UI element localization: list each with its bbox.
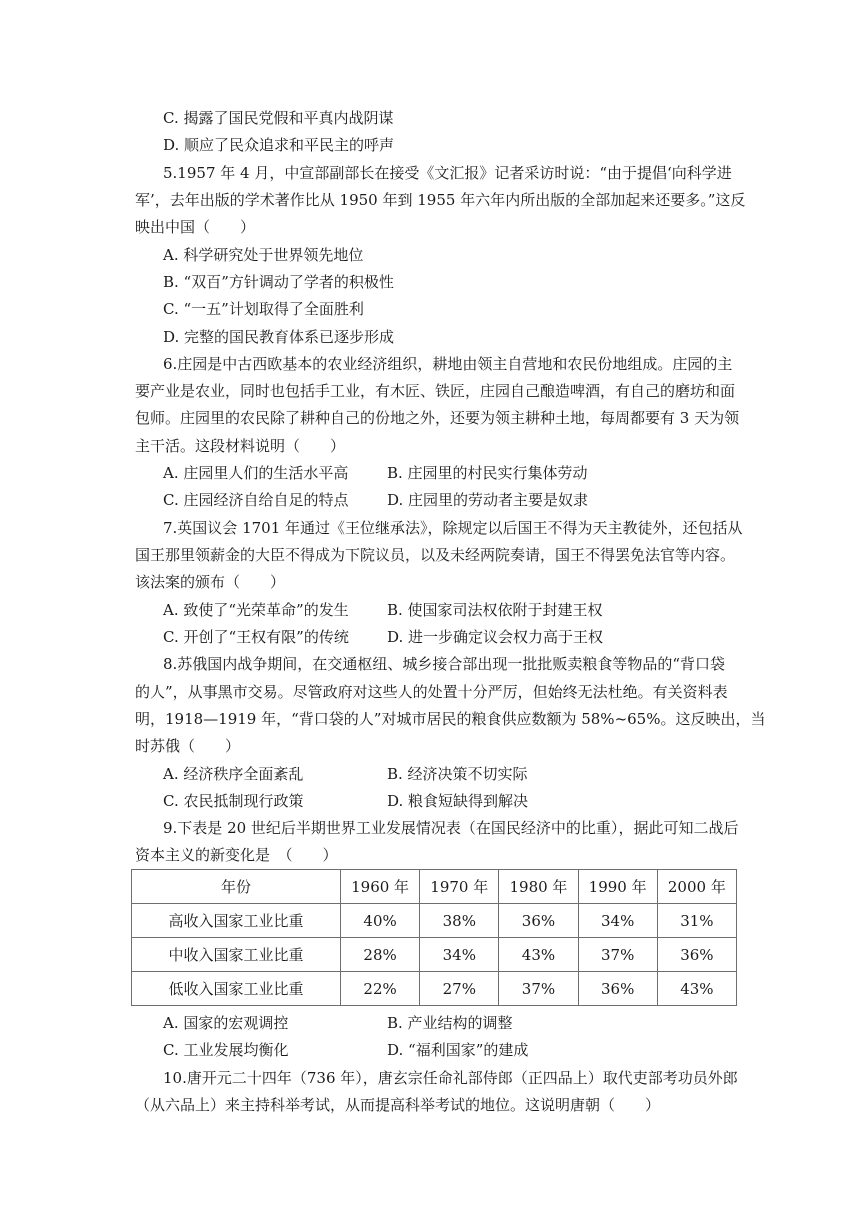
table-cell: 37% [578, 938, 657, 972]
q7-option-d: D. 进一步确定议会权力高于王权 [387, 628, 604, 646]
table-cell: 高收入国家工业比重 [132, 904, 341, 938]
q8-option-a: A. 经济秩序全面紊乱 [163, 765, 304, 783]
table-cell: 36% [578, 972, 657, 1006]
q10-stem-line2: （从六品上）来主持科举考试，从而提高科举考试的地位。这说明唐朝（ ） [135, 1096, 661, 1114]
table-header-cell: 1980 年 [499, 870, 578, 904]
q4-option-d: D. 顺应了民众追求和平民主的呼声 [163, 136, 395, 154]
q8-option-b: B. 经济决策不切实际 [387, 765, 528, 783]
q7-option-a: A. 致使了“光荣革命”的发生 [163, 601, 349, 619]
q8-stem-line1: 8.苏俄国内战争期间，在交通枢纽、城乡接合部出现一批批贩卖粮食等物品的“背口袋 [163, 655, 725, 673]
q5-stem-line3: 映出中国（ ） [135, 218, 256, 236]
table-header-cell: 1960 年 [341, 870, 420, 904]
q6-stem-line1: 6.庄园是中古西欧基本的农业经济组织，耕地由领主自营地和农民份地组成。庄园的主 [163, 355, 733, 373]
table-cell: 36% [657, 938, 736, 972]
table-cell: 27% [420, 972, 499, 1006]
table-row [132, 904, 737, 938]
q6-option-b: B. 庄园里的村民实行集体劳动 [387, 464, 588, 482]
q6-stem-line4: 主干活。这段材料说明（ ） [135, 437, 346, 455]
table-cell: 22% [341, 972, 420, 1006]
table-header-cell: 2000 年 [657, 870, 736, 904]
table-header-cell: 年份 [132, 870, 341, 904]
q8-option-d: D. 粮食短缺得到解决 [387, 792, 529, 810]
q9-option-b: B. 产业结构的调整 [387, 1014, 513, 1032]
table-cell: 43% [499, 938, 578, 972]
q9-option-c: C. 工业发展均衡化 [163, 1041, 289, 1059]
q6-stem-line2: 要产业是农业，同时也包括手工业，有木匠、铁匠，庄园自己酿造啤酒，有自己的磨坊和面 [135, 382, 736, 400]
q9-option-a: A. 国家的宏观调控 [163, 1014, 289, 1032]
q9-stem-line1: 9.下表是 20 世纪后半期世界工业发展情况表（在国民经济中的比重），据此可知二战后 [163, 819, 739, 837]
table-header-row [132, 870, 737, 904]
table-row [132, 972, 737, 1006]
table-cell: 36% [499, 904, 578, 938]
q5-stem-line2: 军’，去年出版的学术著作比从 1950 年到 1955 年六年内所出版的全部加起来还要多。”这反 [135, 191, 746, 209]
q5-stem-line1: 5.1957 年 4 月，中宣部副部长在接受《文汇报》记者采访时说：“由于提倡‘向科学进 [163, 164, 732, 182]
q7-option-c: C. 开创了“王权有限”的传统 [163, 628, 349, 646]
table-cell: 31% [657, 904, 736, 938]
q7-stem-line1: 7.英国议会 1701 年通过《王位继承法》，除规定以后国王不得为天主教徒外，还包括从 [163, 519, 743, 537]
q7-stem-line3: 该法案的颁布（ ） [135, 573, 286, 591]
table-cell: 37% [499, 972, 578, 1006]
table-cell: 28% [341, 938, 420, 972]
q7-stem-line2: 国王那里领薪金的大臣不得成为下院议员，以及未经两院奏请，国王不得罢免法官等内容。 [135, 546, 736, 564]
q6-option-d: D. 庄园里的劳动者主要是奴隶 [387, 491, 589, 509]
q5-option-b: B. “双百”方针调动了学者的积极性 [163, 273, 394, 291]
table-cell: 43% [657, 972, 736, 1006]
table-cell: 34% [578, 904, 657, 938]
table-cell: 40% [341, 904, 420, 938]
table-row [132, 938, 737, 972]
table-cell: 中收入国家工业比重 [132, 938, 341, 972]
q6-stem-line3: 包师。庄园里的农民除了耕种自己的份地之外，还要为领主耕种土地，每周都要有 3 天为领 [135, 409, 740, 427]
q5-option-a: A. 科学研究处于世界领先地位 [163, 246, 364, 264]
q8-stem-line3: 明，1918—1919 年，“背口袋的人”对城市居民的粮食供应数额为 58%~65%。这反映出，当 [135, 710, 766, 728]
q5-option-d: D. 完整的国民教育体系已逐步形成 [163, 328, 395, 346]
q5-option-c: C. “一五”计划取得了全面胜利 [163, 300, 364, 318]
table-cell: 低收入国家工业比重 [132, 972, 341, 1006]
table-cell: 38% [420, 904, 499, 938]
q9-option-d: D. “福利国家”的建成 [387, 1041, 529, 1059]
industry-share-table [131, 869, 737, 1006]
q7-option-b: B. 使国家司法权依附于封建王权 [387, 601, 603, 619]
q8-stem-line4: 时苏俄（ ） [135, 737, 241, 755]
q8-option-c: C. 农民抵制现行政策 [163, 792, 304, 810]
q4-option-c: C. 揭露了国民党假和平真内战阴谋 [163, 109, 394, 127]
q9-stem-line2: 资本主义的新变化是 （ ） [135, 846, 338, 864]
table-header-cell: 1970 年 [420, 870, 499, 904]
table-header-cell: 1990 年 [578, 870, 657, 904]
q6-option-a: A. 庄园里人们的生活水平高 [163, 464, 349, 482]
q8-stem-line2: 的人”，从事黑市交易。尽管政府对这些人的处置十分严厉，但始终无法杜绝。有关资料表 [135, 683, 728, 701]
table-cell: 34% [420, 938, 499, 972]
q10-stem-line1: 10.唐开元二十四年（736 年），唐玄宗任命礼部侍郎（正四品上）取代吏部考功员外郎 [163, 1069, 738, 1087]
q6-option-c: C. 庄园经济自给自足的特点 [163, 491, 349, 509]
